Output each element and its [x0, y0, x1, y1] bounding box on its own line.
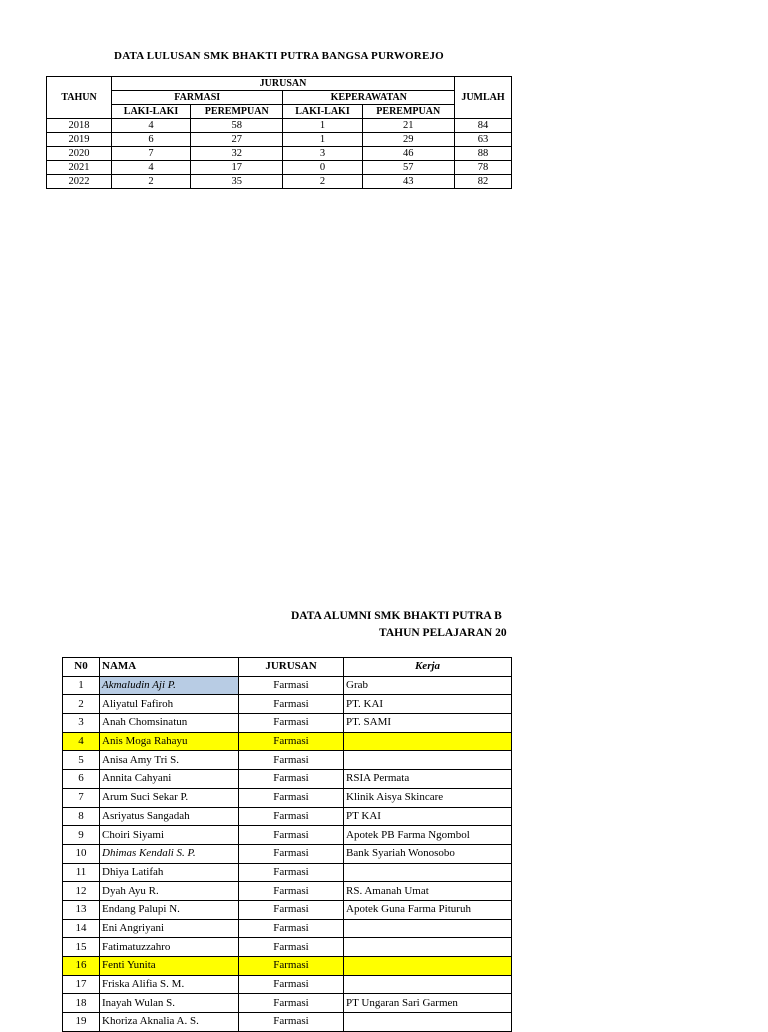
cell-kerja	[344, 919, 512, 938]
cell-kerja: Grab	[344, 676, 512, 695]
cell-tahun: 2020	[47, 147, 112, 161]
header-tahun: TAHUN	[47, 77, 112, 119]
cell-jumlah: 84	[455, 119, 512, 133]
cell-nama: Arum Suci Sekar P.	[100, 788, 239, 807]
header-kerja: Kerja	[344, 658, 512, 677]
cell-no: 17	[63, 975, 100, 994]
cell-kerja	[344, 751, 512, 770]
cell-nama: Dhimas Kendali S. P.	[100, 844, 239, 863]
header-farmasi-laki: LAKI-LAKI	[112, 105, 191, 119]
cell-nama: Inayah Wulan S.	[100, 994, 239, 1013]
cell-jumlah: 63	[455, 133, 512, 147]
cell-kerja: PT. SAMI	[344, 714, 512, 733]
table-row	[47, 119, 512, 133]
cell-no: 6	[63, 770, 100, 789]
header-no: N0	[63, 658, 100, 677]
table-row	[63, 770, 512, 789]
cell-jumlah: 82	[455, 175, 512, 189]
table-row	[63, 807, 512, 826]
cell-jurusan: Farmasi	[239, 882, 344, 901]
cell-kerja	[344, 1013, 512, 1032]
table-row	[63, 975, 512, 994]
cell-no: 16	[63, 957, 100, 976]
cell-jurusan: Farmasi	[239, 826, 344, 845]
cell-kerja: PT Ungaran Sari Garmen	[344, 994, 512, 1013]
cell-jurusan: Farmasi	[239, 975, 344, 994]
cell-nama: Fenti Yunita	[100, 957, 239, 976]
cell-tahun: 2018	[47, 119, 112, 133]
cell-jurusan: Farmasi	[239, 1013, 344, 1032]
cell-jurusan: Farmasi	[239, 714, 344, 733]
cell-kerja	[344, 938, 512, 957]
cell-no: 14	[63, 919, 100, 938]
table-row	[63, 957, 512, 976]
header-farmasi: FARMASI	[112, 91, 283, 105]
cell-keperawatan-perempuan: 29	[362, 133, 455, 147]
cell-nama: Friska Alifia S. M.	[100, 975, 239, 994]
cell-no: 9	[63, 826, 100, 845]
cell-tahun: 2022	[47, 175, 112, 189]
cell-farmasi-perempuan: 32	[191, 147, 283, 161]
cell-nama: Asriyatus Sangadah	[100, 807, 239, 826]
cell-kerja: Klinik Aisya Skincare	[344, 788, 512, 807]
cell-jumlah: 78	[455, 161, 512, 175]
table-row	[47, 133, 512, 147]
alumni-subtitle: TAHUN PELAJARAN 20	[379, 627, 507, 639]
table-row	[63, 714, 512, 733]
table-row	[63, 844, 512, 863]
cell-keperawatan-perempuan: 21	[362, 119, 455, 133]
cell-farmasi-laki: 4	[112, 119, 191, 133]
header-jurusan: JURUSAN	[112, 77, 455, 91]
cell-jurusan: Farmasi	[239, 732, 344, 751]
cell-kerja: RSIA Permata	[344, 770, 512, 789]
cell-keperawatan-laki: 1	[283, 119, 362, 133]
cell-jurusan: Farmasi	[239, 938, 344, 957]
cell-kerja: Apotek PB Farma Ngombol	[344, 826, 512, 845]
table-row	[63, 695, 512, 714]
cell-kerja: RS. Amanah Umat	[344, 882, 512, 901]
cell-jurusan: Farmasi	[239, 919, 344, 938]
table-row	[63, 919, 512, 938]
cell-no: 18	[63, 994, 100, 1013]
cell-jurusan: Farmasi	[239, 957, 344, 976]
cell-jurusan: Farmasi	[239, 863, 344, 882]
table-row	[63, 788, 512, 807]
table-row	[47, 175, 512, 189]
cell-jurusan: Farmasi	[239, 994, 344, 1013]
cell-keperawatan-perempuan: 43	[362, 175, 455, 189]
cell-farmasi-perempuan: 17	[191, 161, 283, 175]
cell-kerja	[344, 732, 512, 751]
cell-no: 2	[63, 695, 100, 714]
cell-no: 19	[63, 1013, 100, 1032]
cell-farmasi-perempuan: 35	[191, 175, 283, 189]
table-row	[63, 826, 512, 845]
cell-kerja	[344, 957, 512, 976]
cell-kerja: PT KAI	[344, 807, 512, 826]
cell-kerja: PT. KAI	[344, 695, 512, 714]
cell-nama: Choiri Siyami	[100, 826, 239, 845]
cell-no: 3	[63, 714, 100, 733]
table-row	[63, 938, 512, 957]
cell-tahun: 2019	[47, 133, 112, 147]
table-row	[47, 147, 512, 161]
cell-keperawatan-perempuan: 57	[362, 161, 455, 175]
cell-farmasi-laki: 2	[112, 175, 191, 189]
cell-kerja: Apotek Guna Farma Pituruh	[344, 900, 512, 919]
cell-kerja	[344, 863, 512, 882]
cell-nama: Anisa Amy Tri S.	[100, 751, 239, 770]
header-keperawatan-perempuan: PEREMPUAN	[362, 105, 455, 119]
cell-farmasi-laki: 4	[112, 161, 191, 175]
cell-keperawatan-perempuan: 46	[362, 147, 455, 161]
cell-farmasi-laki: 6	[112, 133, 191, 147]
lulusan-table	[46, 76, 512, 189]
cell-nama: Eni Angriyani	[100, 919, 239, 938]
cell-jurusan: Farmasi	[239, 676, 344, 695]
cell-no: 11	[63, 863, 100, 882]
cell-no: 13	[63, 900, 100, 919]
lulusan-title: DATA LULUSAN SMK BHAKTI PUTRA BANGSA PURWOREJO	[114, 50, 444, 62]
cell-jurusan: Farmasi	[239, 788, 344, 807]
cell-nama: Aliyatul Fafiroh	[100, 695, 239, 714]
cell-jurusan: Farmasi	[239, 751, 344, 770]
cell-no: 7	[63, 788, 100, 807]
header-jumlah: JUMLAH	[455, 77, 512, 119]
cell-no: 5	[63, 751, 100, 770]
table-row	[63, 751, 512, 770]
cell-kerja	[344, 975, 512, 994]
cell-nama: Khoriza Aknalia A. S.	[100, 1013, 239, 1032]
header-keperawatan-laki: LAKI-LAKI	[283, 105, 362, 119]
table-row	[47, 161, 512, 175]
cell-nama: Dhiya Latifah	[100, 863, 239, 882]
table-row	[63, 863, 512, 882]
cell-keperawatan-laki: 2	[283, 175, 362, 189]
table-row	[63, 1013, 512, 1032]
cell-no: 1	[63, 676, 100, 695]
cell-no: 15	[63, 938, 100, 957]
table-row	[63, 900, 512, 919]
cell-jumlah: 88	[455, 147, 512, 161]
header-keperawatan: KEPERAWATAN	[283, 91, 455, 105]
alumni-table	[62, 657, 512, 1032]
cell-jurusan: Farmasi	[239, 900, 344, 919]
cell-no: 10	[63, 844, 100, 863]
cell-no: 12	[63, 882, 100, 901]
cell-nama: Fatimatuzzahro	[100, 938, 239, 957]
cell-farmasi-perempuan: 58	[191, 119, 283, 133]
cell-tahun: 2021	[47, 161, 112, 175]
header-nama: NAMA	[100, 658, 239, 677]
alumni-title: DATA ALUMNI SMK BHAKTI PUTRA B	[291, 610, 502, 622]
cell-kerja: Bank Syariah Wonosobo	[344, 844, 512, 863]
cell-no: 8	[63, 807, 100, 826]
cell-jurusan: Farmasi	[239, 695, 344, 714]
cell-no: 4	[63, 732, 100, 751]
table-row	[63, 676, 512, 695]
cell-farmasi-laki: 7	[112, 147, 191, 161]
table-row	[63, 732, 512, 751]
cell-keperawatan-laki: 3	[283, 147, 362, 161]
cell-nama: Akmaludin Aji P.	[100, 676, 239, 695]
cell-nama: Endang Palupi N.	[100, 900, 239, 919]
cell-nama: Annita Cahyani	[100, 770, 239, 789]
cell-jurusan: Farmasi	[239, 844, 344, 863]
table-row	[63, 994, 512, 1013]
header-jurusan-alumni: JURUSAN	[239, 658, 344, 677]
cell-nama: Anah Chomsinatun	[100, 714, 239, 733]
cell-jurusan: Farmasi	[239, 807, 344, 826]
cell-nama: Dyah Ayu R.	[100, 882, 239, 901]
cell-nama: Anis Moga Rahayu	[100, 732, 239, 751]
header-farmasi-perempuan: PEREMPUAN	[191, 105, 283, 119]
table-row	[63, 882, 512, 901]
cell-keperawatan-laki: 0	[283, 161, 362, 175]
cell-keperawatan-laki: 1	[283, 133, 362, 147]
cell-farmasi-perempuan: 27	[191, 133, 283, 147]
cell-jurusan: Farmasi	[239, 770, 344, 789]
